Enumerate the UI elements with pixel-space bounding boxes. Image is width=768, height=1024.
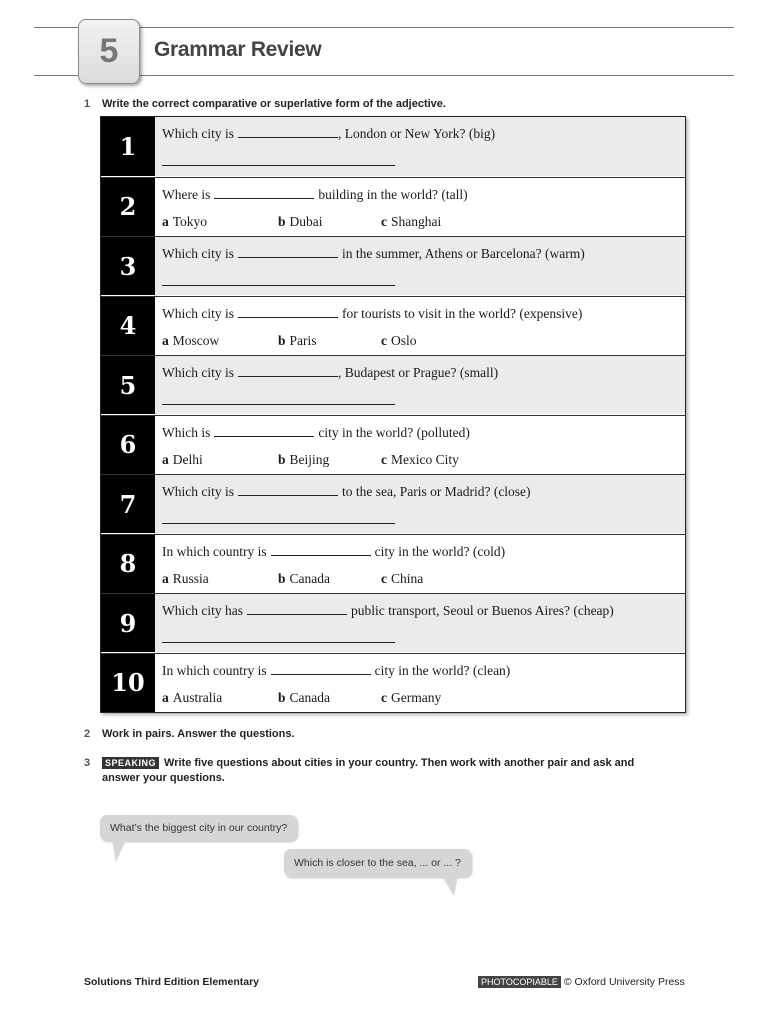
question-text-before: In which country is <box>162 543 267 559</box>
instruction-2 <box>84 728 295 740</box>
option-text: Moscow <box>172 332 220 348</box>
bubble-text: What’s the biggest city in our country? <box>110 822 288 834</box>
footer-copyright <box>478 976 685 988</box>
question-text-before: Which city is <box>162 484 234 499</box>
question-text-before: Which city has <box>162 603 243 618</box>
speech-bubble-2 <box>284 849 471 877</box>
exercise-row <box>101 355 685 414</box>
answer-blank[interactable] <box>238 305 338 318</box>
question-number: 8 <box>101 535 155 593</box>
instruction-text: Work in pairs. Answer the questions. <box>102 728 295 740</box>
exercise-row <box>101 236 685 295</box>
question-text-after: for tourists to visit in the world? (expensive) <box>341 305 583 321</box>
question-content <box>155 297 685 355</box>
option-text: Delhi <box>172 451 203 467</box>
question-text-after: in the summer, Athens or Barcelona? (warm) <box>341 246 585 261</box>
question-text <box>162 543 505 560</box>
answer-blank[interactable] <box>238 245 338 258</box>
question-content <box>155 654 685 712</box>
question-number: 4 <box>101 297 155 355</box>
question-content <box>155 535 685 593</box>
answer-option[interactable] <box>278 452 329 468</box>
answer-option[interactable] <box>381 214 441 230</box>
option-letter: b <box>278 451 286 467</box>
footer-book-title: Solutions Third Edition Elementary <box>84 976 260 988</box>
question-text-before: Which is <box>162 424 211 440</box>
answer-blank[interactable] <box>214 424 314 437</box>
option-text: Germany <box>391 689 442 705</box>
question-text-after: city in the world? (cold) <box>374 543 506 559</box>
question-text-before: Which city is <box>162 305 234 321</box>
question-text <box>162 186 468 203</box>
option-text: Dubai <box>289 213 323 229</box>
question-text <box>162 662 510 679</box>
option-text: Mexico City <box>391 451 459 467</box>
answer-blank[interactable] <box>238 364 338 377</box>
exercise-row <box>101 474 685 533</box>
option-letter: b <box>278 332 286 348</box>
option-letter: b <box>278 689 286 705</box>
question-text-after: to the sea, Paris or Madrid? (close) <box>341 484 531 499</box>
exercise-row <box>101 653 685 712</box>
question-text-after: public transport, Seoul or Buenos Aires? (cheap) <box>350 603 614 618</box>
question-text-before: In which country is <box>162 662 267 678</box>
answer-blank[interactable] <box>238 483 338 496</box>
answer-option[interactable] <box>278 690 330 706</box>
answer-option[interactable] <box>278 571 330 587</box>
option-letter: c <box>381 213 387 229</box>
instruction-number: 3 <box>84 757 91 769</box>
option-letter: a <box>162 451 169 467</box>
question-number: 3 <box>101 237 155 295</box>
question-text <box>162 602 614 619</box>
bubble-text: Which is closer to the sea, ... or ... ? <box>294 857 461 869</box>
speaking-badge: SPEAKING <box>102 757 159 769</box>
exercise-row <box>101 534 685 593</box>
answer-blank[interactable] <box>238 125 338 138</box>
question-content <box>155 356 685 414</box>
page-title: Grammar Review <box>154 38 322 61</box>
option-letter: b <box>278 213 286 229</box>
answer-option[interactable] <box>162 214 207 230</box>
question-number: 10 <box>101 654 155 712</box>
question-text-before: Which city is <box>162 126 234 141</box>
answer-line[interactable] <box>162 404 395 405</box>
instruction-text: Write the correct comparative or superlative form of the adjective. <box>102 98 446 110</box>
question-number: 2 <box>101 178 155 236</box>
question-content <box>155 117 685 176</box>
answer-option[interactable] <box>162 571 209 587</box>
instruction-3 <box>84 757 634 769</box>
question-text-after: city in the world? (clean) <box>374 662 511 678</box>
option-letter: c <box>381 451 387 467</box>
option-text: Oslo <box>391 332 417 348</box>
option-letter: a <box>162 570 169 586</box>
instruction-3-continued <box>102 772 225 784</box>
option-letter: c <box>381 332 387 348</box>
answer-blank[interactable] <box>271 662 371 675</box>
question-number: 6 <box>101 416 155 474</box>
question-text <box>162 305 582 322</box>
option-text: Tokyo <box>172 213 208 229</box>
answer-option[interactable] <box>381 333 417 349</box>
option-text: Canada <box>289 689 330 705</box>
question-text <box>162 424 470 441</box>
answer-blank[interactable] <box>247 602 347 615</box>
question-number: 7 <box>101 475 155 533</box>
question-text-after: building in the world? (tall) <box>318 186 468 202</box>
instruction-number: 2 <box>84 728 91 740</box>
option-text: China <box>391 570 424 586</box>
answer-line[interactable] <box>162 523 395 524</box>
instruction-number: 1 <box>84 98 91 110</box>
option-letter: c <box>381 689 387 705</box>
answer-option[interactable] <box>381 690 441 706</box>
question-content <box>155 416 685 474</box>
option-letter: c <box>381 570 387 586</box>
question-number: 1 <box>101 117 155 176</box>
exercise-table <box>100 116 686 713</box>
exercise-row <box>101 593 685 652</box>
option-letter: b <box>278 570 286 586</box>
question-text <box>162 125 495 142</box>
unit-number-badge: 5 <box>78 19 140 84</box>
photocopiable-badge: PHOTOCOPIABLE <box>478 976 561 988</box>
speech-bubble-1-tail <box>110 840 130 864</box>
option-text: Beijing <box>289 451 330 467</box>
speech-bubble-1 <box>100 815 297 841</box>
instruction-text-line1: Write five questions about cities in your country. Then work with another pair and ask and <box>164 757 635 769</box>
answer-option[interactable] <box>278 333 317 349</box>
exercise-row <box>101 177 685 236</box>
question-text-before: Where is <box>162 186 211 202</box>
exercise-row <box>101 415 685 474</box>
option-letter: a <box>162 332 169 348</box>
question-number: 9 <box>101 594 155 652</box>
exercise-row <box>101 117 685 176</box>
answer-option[interactable] <box>162 333 219 349</box>
question-text-before: Which city is <box>162 365 234 380</box>
speech-bubble-2-tail <box>440 876 460 898</box>
option-text: Canada <box>289 570 330 586</box>
question-text-before: Which city is <box>162 246 234 261</box>
option-letter: a <box>162 213 169 229</box>
option-text: Australia <box>172 689 223 705</box>
option-text: Shanghai <box>391 213 442 229</box>
instruction-1 <box>84 98 446 110</box>
question-content <box>155 475 685 533</box>
answer-option[interactable] <box>381 571 423 587</box>
answer-line[interactable] <box>162 165 395 166</box>
question-text <box>162 483 531 500</box>
answer-line[interactable] <box>162 642 395 643</box>
question-text-after: city in the world? (polluted) <box>318 424 470 440</box>
option-text: Paris <box>289 332 317 348</box>
answer-blank[interactable] <box>271 543 371 556</box>
question-number: 5 <box>101 356 155 414</box>
exercise-row <box>101 296 685 355</box>
question-content <box>155 178 685 236</box>
answer-option[interactable] <box>381 452 459 468</box>
question-content <box>155 594 685 652</box>
question-text-after: , Budapest or Prague? (small) <box>337 365 499 380</box>
question-text <box>162 364 498 381</box>
question-content <box>155 237 685 295</box>
option-letter: a <box>162 689 169 705</box>
answer-option[interactable] <box>162 452 203 468</box>
question-text-after: , London or New York? (big) <box>337 126 496 141</box>
answer-blank[interactable] <box>214 186 314 199</box>
copyright-text: © Oxford University Press <box>563 976 685 988</box>
option-text: Russia <box>172 570 209 586</box>
instruction-text-line2: answer your questions. <box>102 772 225 784</box>
answer-option[interactable] <box>278 214 323 230</box>
question-text <box>162 245 585 262</box>
answer-line[interactable] <box>162 285 395 286</box>
answer-option[interactable] <box>162 690 222 706</box>
